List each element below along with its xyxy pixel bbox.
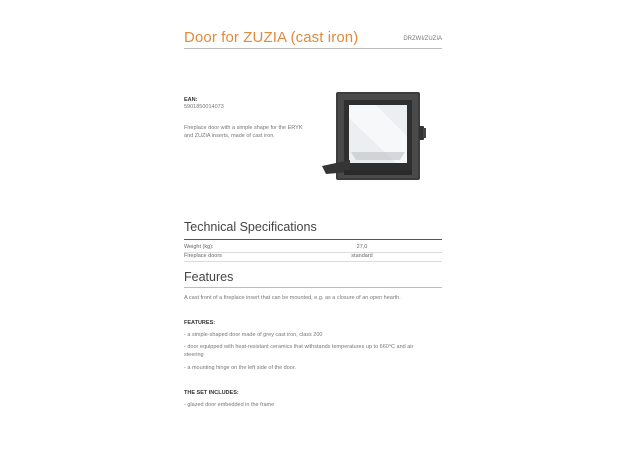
specs-divider (184, 239, 442, 240)
features-heading: Features (184, 270, 234, 284)
ean-label: EAN: (184, 97, 198, 103)
title-divider (184, 48, 442, 49)
fireplace-door-image (316, 88, 440, 184)
product-code: DRZWI/ZUZIA (403, 36, 442, 42)
set-label: THE SET INCLUDES: (184, 390, 239, 396)
feature-item: - a simple-shaped door made of grey cast iron, class 200 (184, 332, 323, 338)
page-title: Door for ZUZIA (cast iron) (184, 29, 359, 46)
feature-item: - a mounting hinge on the left side of the door. (184, 365, 296, 371)
spec-key: Fireplace doors (184, 253, 222, 259)
firebox-floor (351, 152, 405, 160)
spec-row (184, 244, 442, 253)
spec-key: Weight (kg): (184, 244, 214, 250)
set-item: - glazed door embedded in the frame (184, 402, 275, 408)
spec-value: standard (351, 253, 373, 259)
features-intro: A cast front of a fireplace insert that can be mounted, e.g. as a closure of an open hearth. (184, 295, 401, 301)
bottom-bar (344, 170, 412, 175)
spec-row (184, 253, 442, 262)
door-handle-grip (423, 128, 426, 138)
features-label: FEATURES: (184, 320, 216, 326)
specs-heading: Technical Specifications (184, 220, 317, 234)
spec-value: 27,0 (356, 244, 368, 250)
ean-value: 5901850014073 (184, 104, 224, 110)
features-divider (184, 287, 442, 288)
product-description: Fireplace door with a simple shape for the ERYK and ZUZIA inserts, made of cast iron. (184, 125, 303, 139)
feature-item: - door equipped with heat-resistant ceramics that withstands temperatures up to 660°C and air steering (184, 344, 414, 358)
